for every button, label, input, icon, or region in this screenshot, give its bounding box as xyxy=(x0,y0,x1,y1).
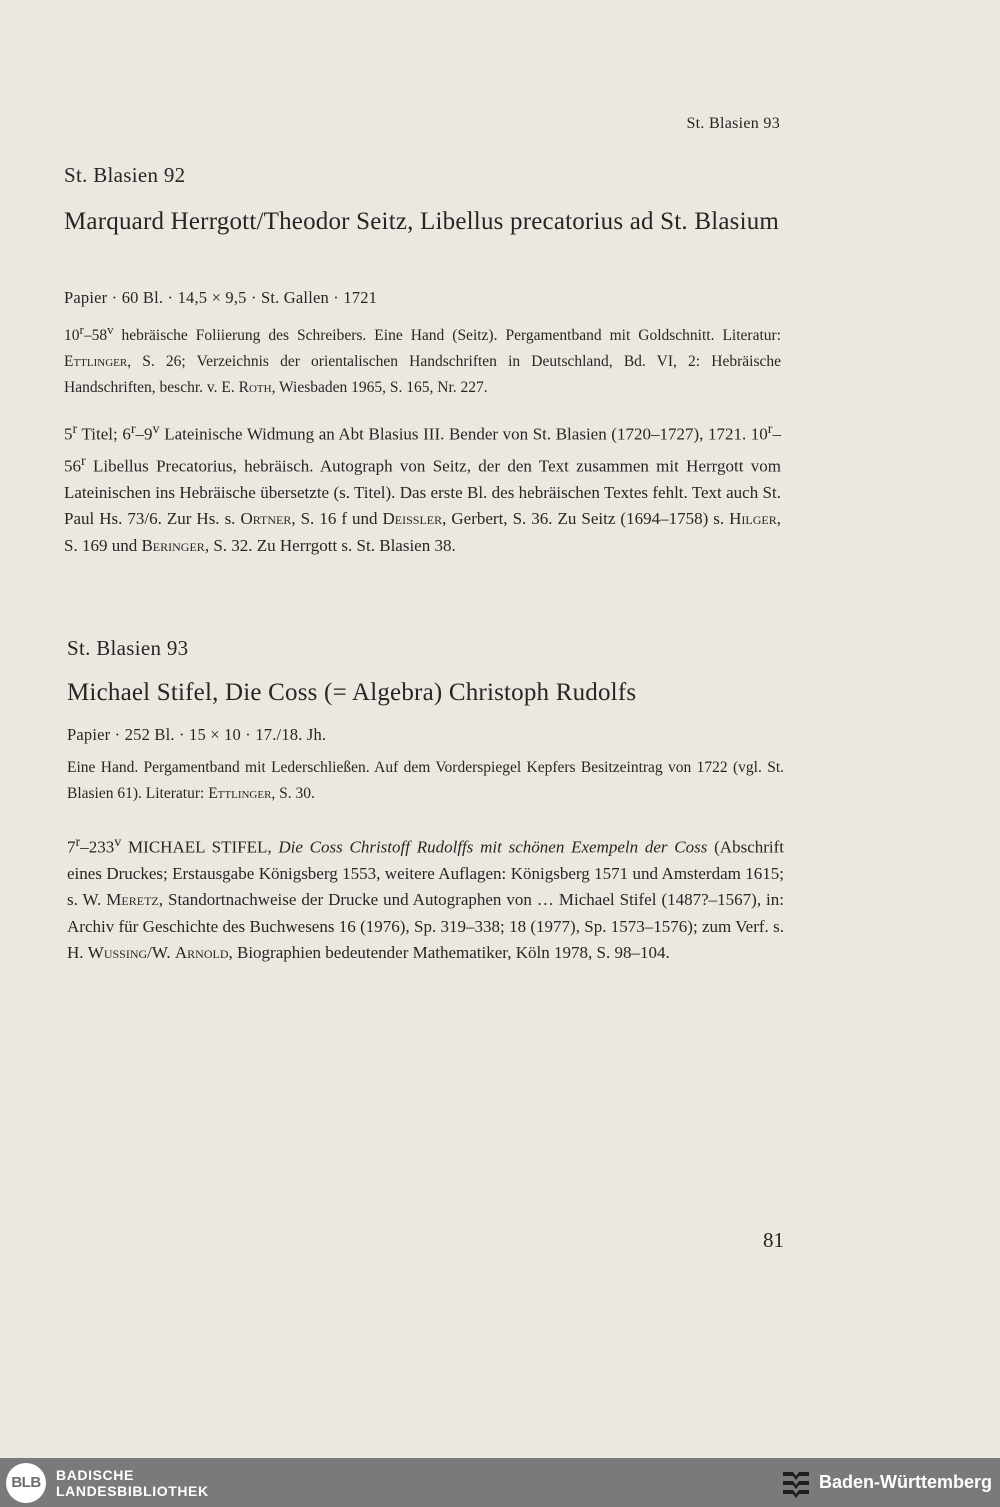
entry-description: 10$^r$–58$^v$ hebräische Foliierung des Schreibers. Eine Hand (Seitz). Pergamentband mit Goldschnitt. Literatur: Ettlinger, S. 26; Verzeichnis der orientalischen Handschriften in Deutschland, Bd. VI, 2: Hebräische Handschriften, beschr. v. E. Roth, Wiesbaden 1965, S. 165, Nr. 227. xyxy=(64,322,781,397)
entry-description-block xyxy=(64,317,781,401)
entry-meta: Papier · 60 Bl. · 14,5 × 9,5 · St. Gallen · 1721 xyxy=(64,288,378,307)
entry-content: 5$^r$ Titel; 6$^r$–9$^v$ Lateinische Widmung an Abt Blasius III. Bender von St. Blasien (1720–1727), 1721. 10$^r$–56$^r$ Libellus Precatorius, hebräisch. Autograph von Seitz, der den Text zusammen mit Herrgott vom Lateinischen ins Hebräische übersetzte (s. Titel). Das erste Bl. des hebräischen Textes fehlt. Text auch St. Paul Hs. 73/6. Zur Hs. s. Ortner, S. 16 f und Deissler, Gerbert, S. 36. Zu Seitz (1694–1758) s. Hilger, S. 169 und Beringer, S. 32. Zu Herrgott s. St. Blasien 38. xyxy=(64,421,782,555)
entry-content-block xyxy=(67,829,784,966)
entry-title: Marquard Herrgott/Theodor Seitz, Libellus precatorius ad St. Blasium xyxy=(64,208,780,235)
page-number: 81 xyxy=(763,1228,784,1252)
blb-logo-icon: BLB xyxy=(6,1463,46,1503)
entry-meta-block xyxy=(64,288,781,308)
entry-title-block xyxy=(64,204,781,240)
entry-title-block xyxy=(67,675,784,711)
entry-title: Michael Stifel, Die Coss (= Algebra) Christoph Rudolfs xyxy=(67,679,637,706)
entry-content: 7$^r$–233$^v$ MICHAEL STIFEL, Die Coss Christoff Rudolffs mit schönen Exempeln der Coss (Abschrift eines Druckes; Erstausgabe Königsberg 1553, weitere Auflagen: Königsberg 1571 und Amsterdam 1615; s. W. Meretz, Standortnachweise der Drucke und Autographen von … Michael Stifel (1487?–1567), in: Archiv für Geschichte des Buchwesens 16 (1976), Sp. 319–338; 18 (1977), Sp. 1573–1576); zum Verf. s. H. Wussing/W. Arnold, Biographien bedeutender Mathematiker, Köln 1978, S. 98–104. xyxy=(67,834,785,962)
library-branding[interactable] xyxy=(0,1463,209,1503)
entry-heading-92 xyxy=(64,163,781,188)
state-branding[interactable] xyxy=(779,1466,1000,1500)
entry-description-block xyxy=(67,755,784,807)
footer-bar xyxy=(0,1458,1000,1507)
entry-heading-93 xyxy=(67,636,784,661)
entry-meta-block xyxy=(67,725,784,745)
state-name: Baden-Württemberg xyxy=(818,1472,992,1492)
entry-meta: Papier · 252 Bl. · 15 × 10 · 17./18. Jh. xyxy=(67,725,327,744)
entry-label: St. Blasien 93 xyxy=(67,636,189,660)
coat-of-arms-icon xyxy=(779,1466,813,1500)
entry-description: Eine Hand. Pergamentband mit Lederschließen. Auf dem Vorderspiegel Kepfers Besitzeintrag von 1722 (vgl. St. Blasien 61). Literatur: Ettlinger, S. 30. xyxy=(67,759,784,802)
entry-label: St. Blasien 92 xyxy=(64,163,186,187)
running-head: St. Blasien 93 xyxy=(686,115,780,132)
library-name: BADISCHE LANDESBIBLIOTHEK xyxy=(56,1466,209,1499)
entry-content-block xyxy=(64,416,781,559)
